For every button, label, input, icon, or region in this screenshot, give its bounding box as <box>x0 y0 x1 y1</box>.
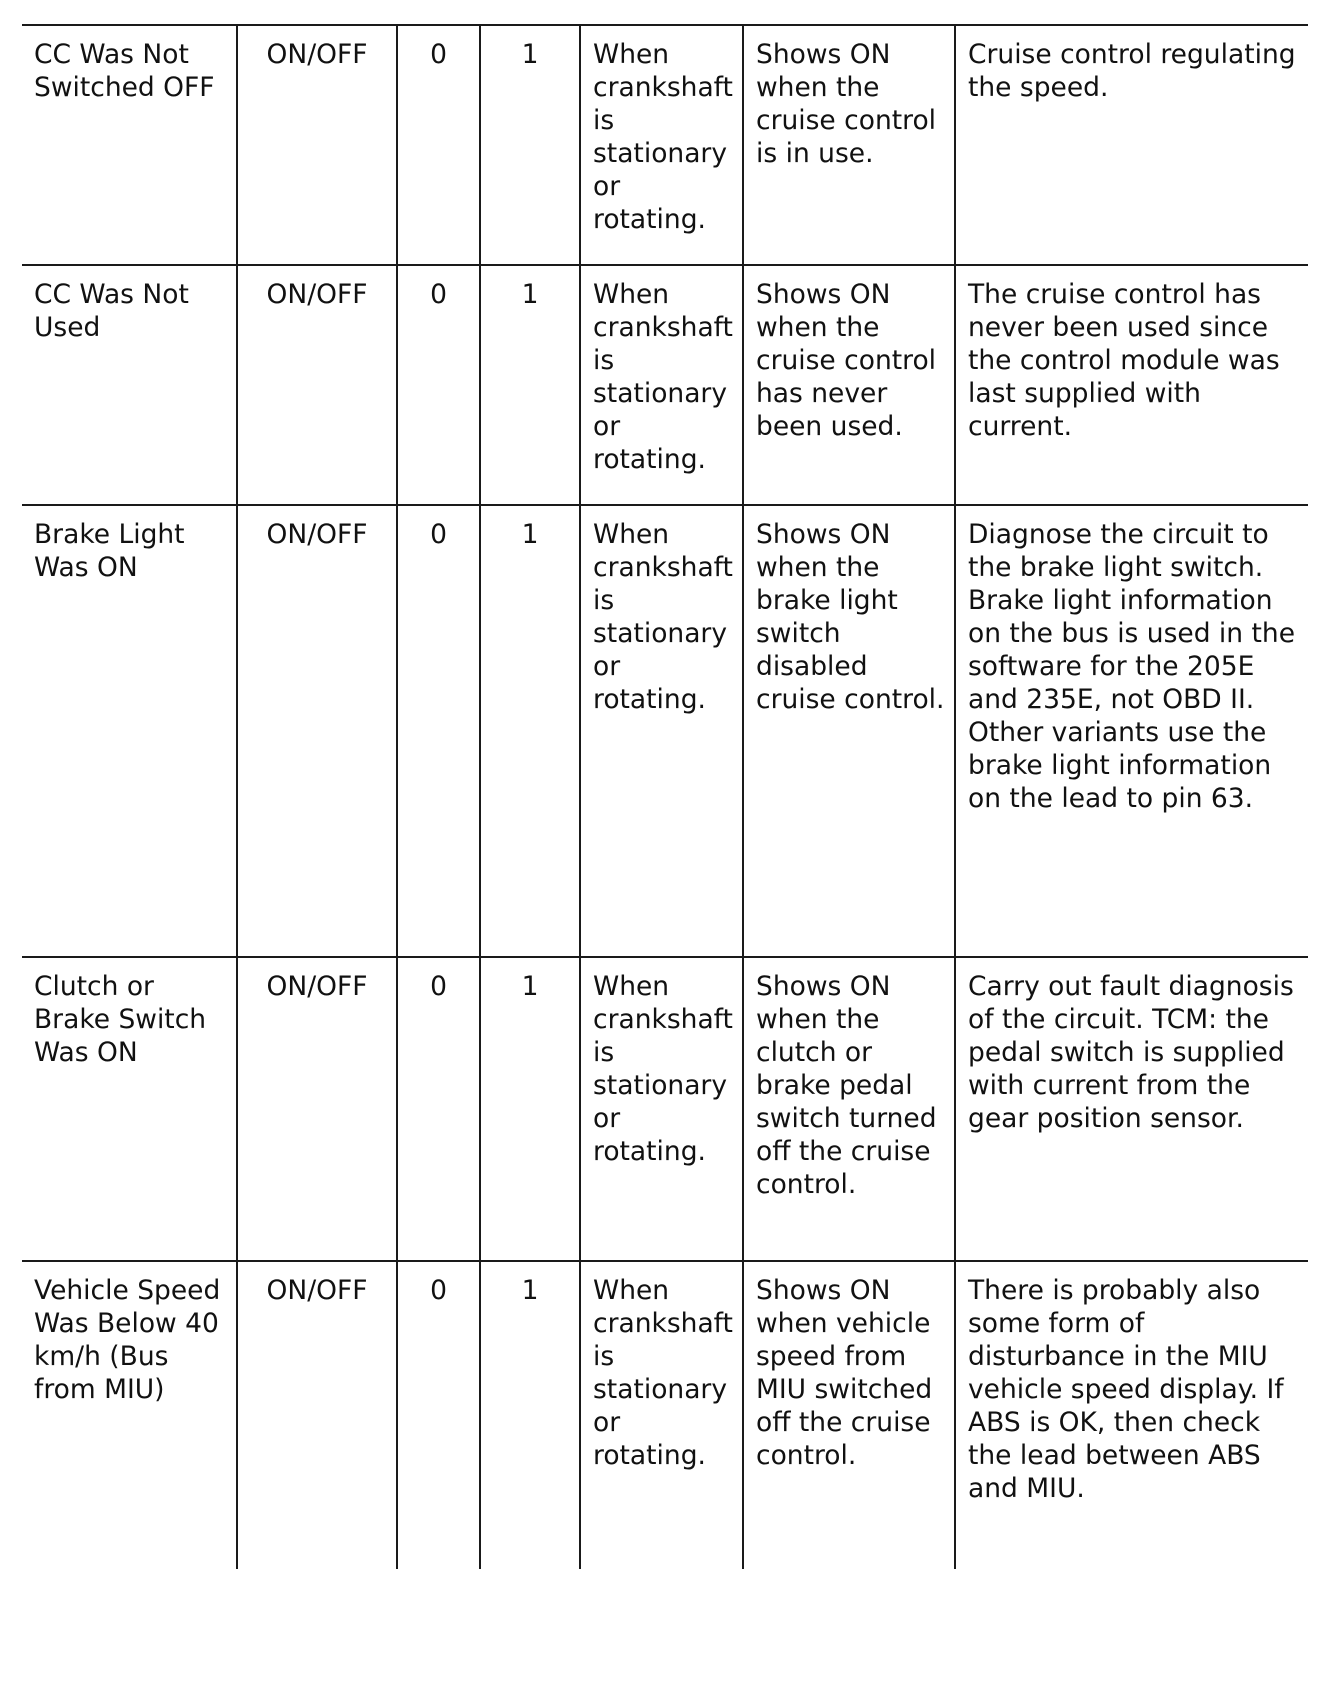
table-row <box>22 25 1308 265</box>
unit-cell: ON/OFF <box>237 505 397 957</box>
max-value-cell: 1 <box>480 1261 580 1569</box>
description-cell: Shows ON when the cruise control is in use. <box>743 25 955 265</box>
parameter-name-cell: Vehicle Speed Was Below 40 km/h (Bus from MIU) <box>22 1261 237 1569</box>
condition-cell: When crankshaft is stationary or rotating. <box>580 1261 743 1569</box>
action-cell: Carry out fault diagnosis of the circuit. TCM: the pedal switch is supplied with current from the gear position sensor. <box>955 957 1308 1261</box>
max-value-cell: 1 <box>480 505 580 957</box>
action-cell: There is probably also some form of disturbance in the MIU vehicle speed display. If ABS is OK, then check the lead between ABS and MIU. <box>955 1261 1308 1569</box>
table-row <box>22 265 1308 505</box>
table-row <box>22 505 1308 957</box>
max-value-cell: 1 <box>480 265 580 505</box>
action-cell: The cruise control has never been used since the control module was last supplied with current. <box>955 265 1308 505</box>
description-cell: Shows ON when vehicle speed from MIU switched off the cruise control. <box>743 1261 955 1569</box>
unit-cell: ON/OFF <box>237 1261 397 1569</box>
description-cell: Shows ON when the cruise control has never been used. <box>743 265 955 505</box>
parameter-name-cell: CC Was Not Switched OFF <box>22 25 237 265</box>
description-cell: Shows ON when the clutch or brake pedal switch turned off the cruise control. <box>743 957 955 1261</box>
parameter-name-cell: Clutch or Brake Switch Was ON <box>22 957 237 1261</box>
action-cell: Cruise control regulating the speed. <box>955 25 1308 265</box>
parameter-name-cell: CC Was Not Used <box>22 265 237 505</box>
max-value-cell: 1 <box>480 957 580 1261</box>
condition-cell: When crankshaft is stationary or rotating. <box>580 265 743 505</box>
parameter-name-cell: Brake Light Was ON <box>22 505 237 957</box>
parameter-table <box>22 24 1308 1569</box>
condition-cell: When crankshaft is stationary or rotating. <box>580 505 743 957</box>
min-value-cell: 0 <box>397 505 480 957</box>
condition-cell: When crankshaft is stationary or rotating. <box>580 25 743 265</box>
min-value-cell: 0 <box>397 265 480 505</box>
unit-cell: ON/OFF <box>237 265 397 505</box>
min-value-cell: 0 <box>397 25 480 265</box>
min-value-cell: 0 <box>397 957 480 1261</box>
min-value-cell: 0 <box>397 1261 480 1569</box>
unit-cell: ON/OFF <box>237 957 397 1261</box>
condition-cell: When crankshaft is stationary or rotating. <box>580 957 743 1261</box>
max-value-cell: 1 <box>480 25 580 265</box>
action-cell: Diagnose the circuit to the brake light switch. Brake light information on the bus is used in the software for the 205E and 235E, not OBD II. Other variants use the brake light information on the lead to pin 63. <box>955 505 1308 957</box>
description-cell: Shows ON when the brake light switch disabled cruise control. <box>743 505 955 957</box>
table-row <box>22 1261 1308 1569</box>
table-row <box>22 957 1308 1261</box>
unit-cell: ON/OFF <box>237 25 397 265</box>
parameter-table-container <box>22 24 1308 1569</box>
